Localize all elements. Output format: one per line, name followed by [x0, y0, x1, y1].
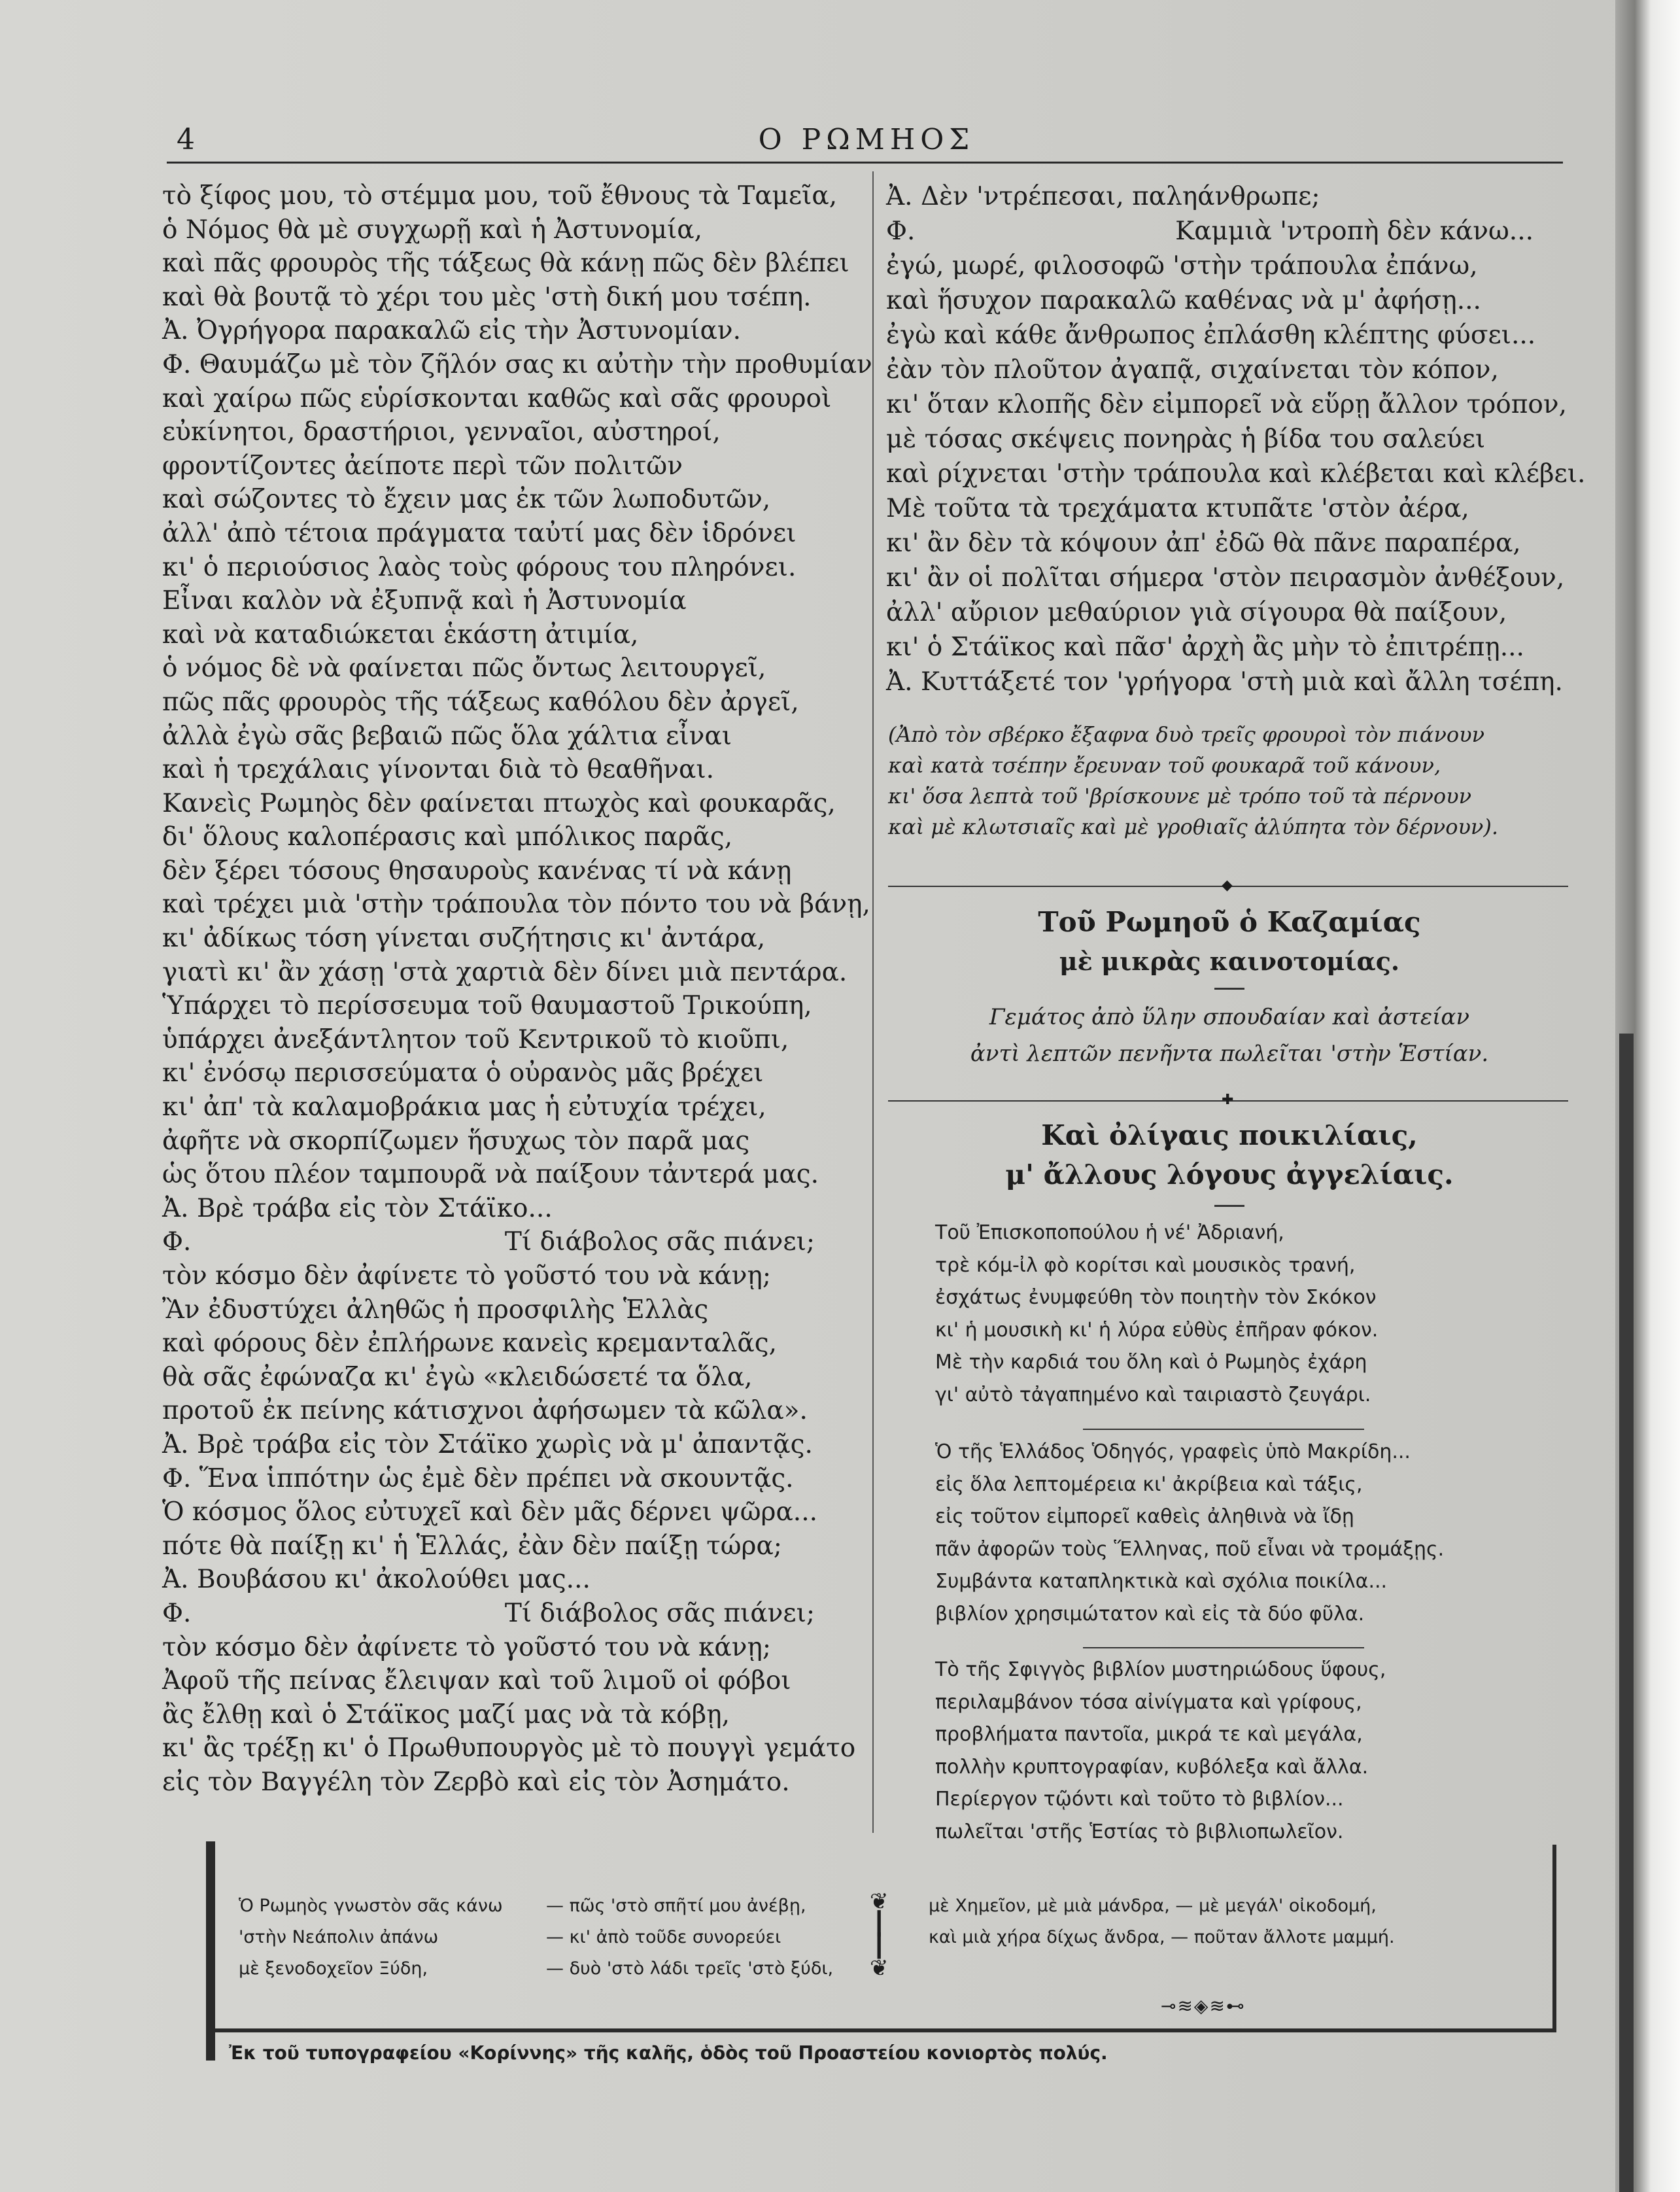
- dialogue-line: Φ. Ἕνα ἱππότην ὡς ἐμὲ δὲν πρέπει νὰ σκουντᾷς.: [162, 1463, 794, 1493]
- separator-ornament: ✚: [1222, 1092, 1234, 1108]
- masthead-title: Ο ΡΩΜΗΟΣ: [758, 123, 975, 156]
- poem-line: ἐσχάτως ἐνυμφεύθη τὸν ποιητὴν τὸν Σκόκον: [935, 1286, 1377, 1309]
- announcement-wedding: [935, 1217, 1583, 1411]
- dialogue-line: κι' ἂς τρέξῃ κι' ὁ Πρωθυπουργὸς μὲ τὸ πουγγὶ γεμάτο: [162, 1733, 856, 1764]
- dialogue-line: κι' ἐνόσῳ περισσεύματα ὁ οὐρανὸς μᾶς βρέχει: [162, 1058, 764, 1088]
- dialogue-line: Ἀ. Βουβάσου κι' ἀκολούθει μας...: [162, 1565, 591, 1595]
- poem-line: πολλὴν κρυπτογραφίαν, κυβόλεξα καὶ ἄλλα.: [935, 1755, 1369, 1779]
- announcement-guide-book: [935, 1436, 1583, 1630]
- dialogue-line: Ὑπάρχει τὸ περίσσευμα τοῦ θαυμαστοῦ Τρικούπη,: [162, 991, 812, 1021]
- dialogue-line: Φ. Τί διάβολος σᾶς πιάνει;: [162, 1598, 815, 1628]
- dialogue-line: ἀλλ' ἀπὸ τέτοια πράγματα ταὐτί μας δὲν ἱδρόνει: [162, 518, 797, 548]
- poem-line: πᾶν ἀφορῶν τοὺς Ἕλληνας, ποῦ εἶναι νὰ τρομάξῃς.: [935, 1537, 1445, 1561]
- notice-line: 'στὴν Νεάπολιν ἀπάνω — κι' ἀπὸ τοῦδε συνορεύει: [239, 1927, 781, 1947]
- dialogue-line: καὶ ἡ τρεχάλαις γίνονται διὰ τὸ θεαθῆναι.: [162, 755, 715, 785]
- dialogue-line: ἐγώ, μωρέ, φιλοσοφῶ 'στὴν τράπουλα ἐπάνω,: [886, 251, 1478, 281]
- dialogue-line: Ἀ. Βρὲ τράβα εἰς τὸν Στάϊκο χωρὶς νὰ μ' ἀπαντᾷς.: [162, 1429, 813, 1459]
- poem-line: βιβλίον χρησιμώτατον καὶ εἰς τὰ δύο φῦλα.: [935, 1602, 1365, 1626]
- dialogue-line: ὡς ὅτου πλέον ταμπουρᾶ νὰ παίξουν τἀντερά μας.: [162, 1160, 819, 1190]
- dialogue-line: Ἀ. Βρὲ τράβα εἰς τὸν Στάϊκο...: [162, 1193, 553, 1223]
- dialogue-line: Φ. Θαυμάζω μὲ τὸν ζῆλόν σας κι αὐτὴν τὴν προθυμίαν: [162, 349, 872, 379]
- separator-ornament: ◆: [1222, 877, 1233, 894]
- dialogue-line: κι' ἂν δὲν τὰ κόψουν ἀπ' ἐδῶ θὰ πᾶνε παραπέρα,: [886, 529, 1521, 558]
- dialogue-line: ὁ Νόμος θὰ μὲ συγχωρῇ καὶ ἡ Ἀστυνομία,: [162, 215, 702, 245]
- short-dash: [1214, 1205, 1244, 1207]
- announcement-sphinx-book: [935, 1654, 1583, 1848]
- dialogue-line: καὶ νὰ καταδιώκεται ἑκάστη ἀτιμία,: [162, 619, 639, 650]
- dialogue-line: καὶ σώζοντες τὸ ἔχειν μας ἐκ τῶν λωποδυτῶν,: [162, 485, 771, 515]
- dialogue-line: τὸν κόσμο δὲν ἀφίνετε τὸ γοῦστό του νὰ κάνῃ;: [162, 1632, 771, 1662]
- dialogue-line: ἐὰν τὸν πλοῦτον ἀγαπᾷ, σιχαίνεται τὸν κόπον,: [886, 355, 1499, 385]
- dialogue-line: κι' ὅταν κλοπῆς δὲν εἰμπορεῖ νὰ εὕρῃ ἄλλον τρόπον,: [886, 390, 1567, 419]
- dialogue-line: καὶ χαίρω πῶς εὑρίσκονται καθῶς καὶ σᾶς φρουροὶ: [162, 383, 832, 413]
- left-column-dialogue: [162, 179, 872, 1800]
- dialogue-line: καὶ φόρους δὲν ἐπλήρωνε κανεὶς κρεμανταλᾶς,: [162, 1329, 777, 1359]
- dialogue-line: καὶ πᾶς φρουρὸς τῆς τάξεως θὰ κάνῃ πῶς δὲν βλέπει: [162, 249, 849, 279]
- announcements-subtitle: μ' ἄλλους λόγους ἀγγελίαις.: [1005, 1158, 1454, 1191]
- poem-line: Τὸ τῆς Σφιγγὸς βιβλίον μυστηριώδους ὕφους,: [935, 1658, 1386, 1681]
- dialogue-line: Κανεὶς Ρωμηὸς δὲν φαίνεται πτωχὸς καὶ φουκαρᾶς,: [162, 788, 836, 818]
- dialogue-line: πότε θὰ παίξῃ κι' ἡ Ἑλλάς, ἐὰν δὲν παίξῃ τώρα;: [162, 1531, 782, 1561]
- dialogue-line: Ὁ κόσμος ὅλος εὐτυχεῖ καὶ δὲν μᾶς δέρνει ψῶρα...: [162, 1497, 817, 1527]
- dialogue-line: Εἶναι καλὸν νὰ ἐξυπνᾷ καὶ ἡ Ἀστυνομία: [162, 586, 687, 616]
- kazamias-text-2: ἀντὶ λεπτῶν πενῆντα πωλεῖται 'στὴν Ἑστίαν.: [970, 1041, 1489, 1067]
- dialogue-line: Φ. Τί διάβολος σᾶς πιάνει;: [162, 1227, 815, 1257]
- poem-line: Μὲ τὴν καρδιά του ὅλη καὶ ὁ Ρωμηὸς ἐχάρη: [935, 1351, 1367, 1374]
- dialogue-line: πῶς πᾶς φρουρὸς τῆς τάξεως καθόλου δὲν ἀργεῖ,: [162, 687, 799, 717]
- stage-direction-line: καὶ κατὰ τσέπην ἔρευναν τοῦ φουκαρᾶ τοῦ κάνουν,: [888, 753, 1441, 778]
- dialogue-line: ἀφῆτε νὰ σκορπίζωμεν ἥσυχως τὸν παρᾶ μας: [162, 1126, 750, 1156]
- dialogue-line: κι' ἂν οἱ πολῖται σήμερα 'στὸν πειρασμὸν ἀνθέξουν,: [886, 563, 1565, 593]
- stage-direction-line: (Ἀπὸ τὸν σβέρκο ἔξαφνα δυὸ τρεῖς φρουροὶ τὸν πιάνουν: [888, 722, 1485, 747]
- dialogue-line: θὰ σᾶς ἐφώναζα κι' ἐγὼ «κλειδώσετέ τα ὅλα,: [162, 1362, 753, 1392]
- dialogue-line: Ἀ. Ὀγρήγορα παρακαλῶ εἰς τὴν Ἀστυνομίαν.: [162, 316, 741, 346]
- notice-box-left: [239, 1890, 866, 1985]
- dialogue-line: ἐγὼ καὶ κάθε ἄνθρωπος ἐπλάσθη κλέπτης φύσει...: [886, 321, 1536, 350]
- dialogue-line: τὸ ξίφος μου, τὸ στέμμα μου, τοῦ ἔθνους τὰ Ταμεῖα,: [162, 181, 838, 211]
- dialogue-line: δι' ὅλους καλοπέρασις καὶ μπόλικος παρᾶς,: [162, 822, 733, 852]
- dialogue-line: ἀλλ' αὔριον μεθαύριον γιὰ σίγουρα θὰ παίξουν,: [886, 598, 1507, 627]
- dialogue-line: Μὲ τοῦτα τὰ τρεχάματα κτυπᾶτε 'στὸν ἀέρα,: [886, 494, 1469, 523]
- dialogue-line: εἰς τὸν Βαγγέλη τὸν Ζερβὸ καὶ εἰς τὸν Ἀσημάτο.: [162, 1767, 790, 1797]
- notice-box-flourish: ⊸≋◈≋⊷: [1161, 1995, 1246, 2017]
- dialogue-line: εὐκίνητοι, δραστήριοι, γενναῖοι, αὐστηροί,: [162, 417, 721, 447]
- dialogue-line: καὶ ἥσυχον παρακαλῶ καθένας νὰ μ' ἀφήσῃ...: [886, 286, 1481, 315]
- notice-box-right: [929, 1890, 1543, 1953]
- stage-direction-line: κι' ὅσα λεπτὰ τοῦ 'βρίσκουνε μὲ τρόπο τοῦ τὰ πέρνουν: [888, 784, 1472, 809]
- poem-line: τρὲ κόμ-ἰλ φὸ κορίτσι καὶ μουσικὸς τρανή,: [935, 1253, 1356, 1277]
- binding-shadow: [1619, 1034, 1634, 2192]
- page-number: 4: [177, 123, 195, 156]
- dialogue-line: Ἀφοῦ τῆς πείνας ἔλειψαν καὶ τοῦ λιμοῦ οἱ φόβοι: [162, 1666, 791, 1696]
- dialogue-line: Φ. Καμμιὰ 'ντροπὴ δὲν κάνω...: [886, 217, 1534, 246]
- poem-line: Τοῦ Ἐπισκοποπούλου ἡ νέ' Ἀδριανή,: [935, 1221, 1284, 1244]
- poem-line: προβλήματα παντοῖα, μικρά τε καὶ μεγάλα,: [935, 1723, 1363, 1746]
- short-dash: [1214, 988, 1244, 990]
- dialogue-line: ἀλλὰ ἐγὼ σᾶς βεβαιῶ πῶς ὅλα χάλτια εἶναι: [162, 721, 732, 751]
- dialogue-line: δὲν ξέρει τόσους θησαυροὺς κανένας τί νὰ κάνῃ: [162, 856, 792, 886]
- announcement-rule: [1083, 1429, 1364, 1430]
- announcement-rule: [1083, 1647, 1364, 1648]
- notice-box-post: [206, 1841, 215, 2061]
- notice-line: μὲ Χημεῖον, μὲ μιὰ μάνδρα, — μὲ μεγάλ' οἰκοδομή,: [929, 1896, 1377, 1916]
- stage-direction: [888, 720, 1575, 843]
- dialogue-line: Ἀ. Δὲν 'ντρέπεσαι, παληάνθρωπε;: [886, 182, 1320, 211]
- poem-line: εἰς τοῦτον εἰμπορεῖ καθεὶς ἀληθινὰ νὰ ἴδῃ: [935, 1505, 1354, 1528]
- dialogue-line: κι' ὁ Στάϊκος καὶ πᾶσ' ἀρχὴ ἂς μὴν τὸ ἐπιτρέπῃ...: [886, 633, 1524, 662]
- dialogue-line: Ἀ. Κυττάξετέ τον 'γρήγορα 'στὴ μιὰ καὶ ἄλλη τσέπη.: [886, 667, 1563, 697]
- poem-line: πωλεῖται 'στῆς Ἑστίας τὸ βιβλιοπωλεῖον.: [935, 1820, 1344, 1843]
- dialogue-line: γιατὶ κι' ἂν χάσῃ 'στὰ χαρτιὰ δὲν δίνει μιὰ πεντάρα.: [162, 957, 848, 987]
- notice-line: καὶ μιὰ χήρα δίχως ἄνδρα, — ποῦταν ἄλλοτε μαμμή.: [929, 1927, 1395, 1947]
- dialogue-line: φροντίζοντες ἀείποτε περὶ τῶν πολιτῶν: [162, 451, 683, 481]
- poem-line: κι' ἡ μουσικὴ κι' ἡ λύρα εὐθὺς ἐπῆραν φόκον.: [935, 1318, 1379, 1342]
- notice-line: μὲ ξενοδοχεῖον Ξύδη, — δυὸ 'στὸ λάδι τρεῖς 'στὸ ξύδι,: [239, 1958, 834, 1979]
- dialogue-line: τὸν κόσμο δὲν ἀφίνετε τὸ γοῦστό του νὰ κάνῃ;: [162, 1261, 771, 1291]
- right-column-dialogue: [886, 179, 1586, 699]
- header-rule: [167, 162, 1563, 164]
- poem-line: Συμβάντα καταπληκτικὰ καὶ σχόλια ποικίλα...: [935, 1570, 1388, 1593]
- poem-line: Περίεργον τῷόντι καὶ τοῦτο τὸ βιβλίον...: [935, 1788, 1344, 1811]
- dialogue-line: καὶ θὰ βουτᾷ τὸ χέρι του μὲς 'στὴ δική μου τσέπη.: [162, 282, 812, 312]
- page-header: [170, 123, 1563, 162]
- dialogue-line: ὁ νόμος δὲ νὰ φαίνεται πῶς ὄντως λειτουργεῖ,: [162, 653, 766, 684]
- announcements-title: Καὶ ὀλίγαις ποικιλίαις,: [1041, 1119, 1418, 1151]
- poem-line: γι' αὐτὸ τἀγαπημένο καὶ ταιριαστὸ ζευγάρι.: [935, 1383, 1371, 1406]
- dialogue-line: προτοῦ ἐκ πείνης κάτισχνοι ἀφήσωμεν τὰ κῶλα».: [162, 1396, 808, 1426]
- dialogue-line: ὑπάρχει ἀνεξάντλητον τοῦ Κεντρικοῦ τὸ κιοῦπι,: [162, 1024, 789, 1054]
- column-divider: [872, 171, 874, 1833]
- kazamias-text-1: Γεμάτος ἀπὸ ὕλην σπουδαίαν καὶ ἀστείαν: [989, 1004, 1470, 1030]
- dialogue-line: κι' ἀπ' τὰ καλαμοβράκια μας ἡ εὐτυχία τρέχει,: [162, 1092, 766, 1122]
- dialogue-line: κι' ἀδίκως τόση γίνεται συζήτησις κι' ἀντάρα,: [162, 924, 766, 954]
- dialogue-line: κι' ὁ περιούσιος λαὸς τοὺς φόρους του πληρόνει.: [162, 552, 797, 582]
- poem-line: Ὁ τῆς Ἑλλάδος Ὁδηγός, γραφεὶς ὑπὸ Μακρίδη...: [935, 1440, 1411, 1463]
- poem-line: περιλαμβάνον τόσα αἰνίγματα καὶ γρίφους,: [935, 1690, 1362, 1714]
- dialogue-line: Ἂν ἐδυστύχει ἀληθῶς ἡ προσφιλὴς Ἑλλὰς: [162, 1295, 709, 1325]
- notice-line: Ὁ Ρωμηὸς γνωστὸν σᾶς κάνω — πῶς 'στὸ σπῆτί μου ἀνέβῃ,: [239, 1896, 806, 1916]
- dialogue-line: καὶ τρέχει μιὰ 'στὴν τράπουλα τὸν πόντο του νὰ βάνῃ,: [162, 890, 870, 920]
- dialogue-line: καὶ ρίχνεται 'στὴν τράπουλα καὶ κλέβεται καὶ κλέβει.: [886, 459, 1586, 489]
- printer-imprint: Ἐκ τοῦ τυπογραφείου «Κορίννης» τῆς καλῆς, ὁδὸς τοῦ Προαστείου κονιορτὸς πολύς.: [229, 2042, 1108, 2064]
- kazamias-subtitle: μὲ μικρὰς καινοτομίας.: [1059, 947, 1400, 976]
- poem-line: εἰς ὅλα λεπτομέρεια κι' ἀκρίβεια καὶ τάξις,: [935, 1472, 1363, 1496]
- notice-box-ornament: ❦ ┃ ┃ ❦: [870, 1888, 889, 1981]
- dialogue-line: μὲ τόσας σκέψεις πονηρὰς ἡ βίδα του σαλεύει: [886, 425, 1486, 454]
- kazamias-title: Τοῦ Ρωμηοῦ ὁ Καζαμίας: [1038, 906, 1421, 938]
- dialogue-line: ἂς ἔλθῃ καὶ ὁ Στάϊκος μαζί μας νὰ τὰ κόβῃ,: [162, 1699, 730, 1730]
- stage-direction-line: καὶ μὲ κλωτσιαῖς καὶ μὲ γροθιαῖς ἀλύπητα τὸν δέρνουν).: [888, 814, 1499, 839]
